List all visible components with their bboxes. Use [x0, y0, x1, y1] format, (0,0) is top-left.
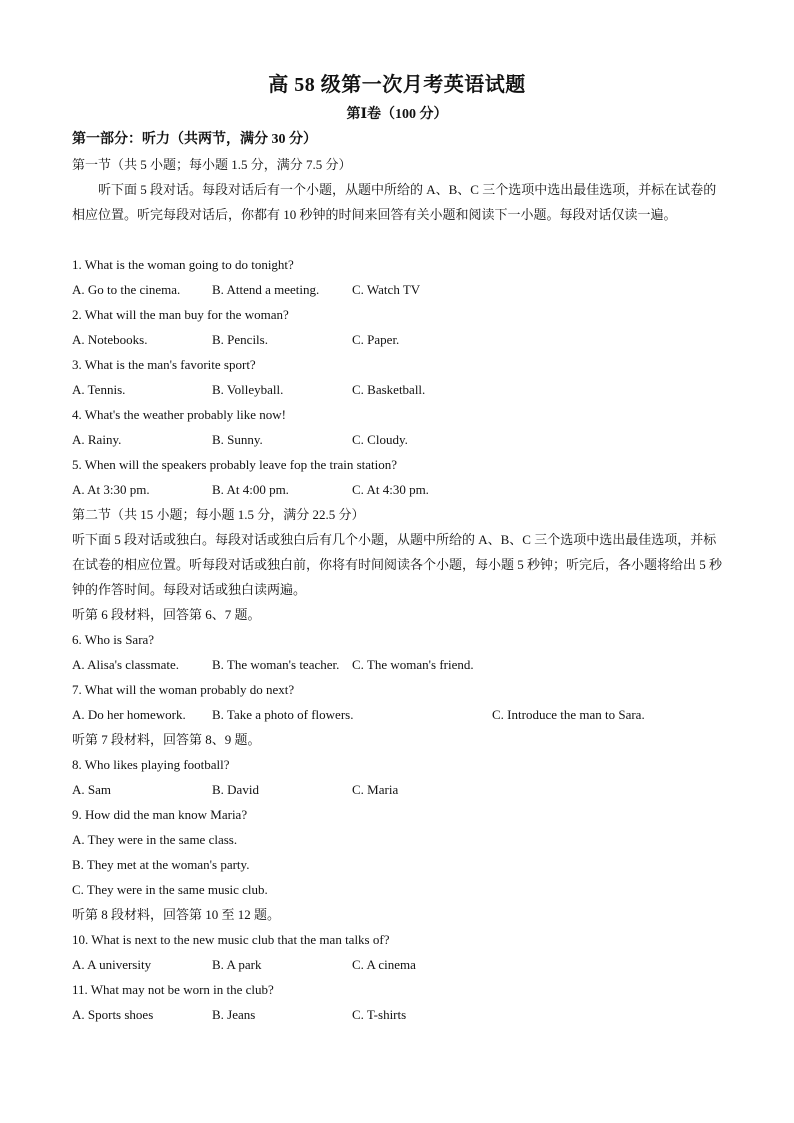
option-10b: B. A park: [212, 957, 262, 972]
option-5b: B. At 4:00 pm.: [212, 482, 289, 497]
option-9a: A. They were in the same class.: [72, 832, 238, 847]
section2-heading: 第二节（共 15 小题；每小题 1.5 分，满分 22.5 分）: [72, 507, 365, 522]
option-11c: C. T-shirts: [352, 1007, 407, 1022]
option-8c: C. Maria: [352, 782, 399, 797]
option-6b: B. The woman's teacher.: [212, 657, 340, 672]
option-7a: A. Do her homework.: [72, 707, 186, 722]
option-7c: C. Introduce the man to Sara.: [492, 707, 645, 722]
option-2a: A. Notebooks.: [72, 332, 148, 347]
material-6-note: 听第 6 段材料，回答第 6、7 题。: [72, 607, 261, 622]
question-11: 11. What may not be worn in the club?: [72, 982, 274, 997]
section1-instructions: 听下面 5 段对话。每段对话后有一个小题，从题中所给的 A、B、C 三个选项中选出最佳选项，并标在试卷的相应位置。听完每段对话后，你都有 10 秒钟的时间来回答有关小题和阅读下一小题。每段对话仅读一遍。: [72, 182, 717, 222]
option-9c: C. They were in the same music club.: [72, 882, 268, 897]
question-5: 5. When will the speakers probably leave fop the train station?: [72, 457, 398, 472]
option-10c: C. A cinema: [352, 957, 416, 972]
question-1: 1. What is the woman going to do tonight?: [72, 257, 294, 272]
question-4: 4. What's the weather probably like now!: [72, 407, 287, 422]
option-5c: C. At 4:30 pm.: [352, 482, 429, 497]
option-1c: C. Watch TV: [352, 282, 421, 297]
option-1b: B. Attend a meeting.: [212, 282, 320, 297]
option-8b: B. David: [212, 782, 259, 797]
option-2b: B. Pencils.: [212, 332, 268, 347]
question-10: 10. What is next to the new music club that the man talks of?: [72, 932, 390, 947]
question-2: 2. What will the man buy for the woman?: [72, 307, 289, 322]
option-5a: A. At 3:30 pm.: [72, 482, 150, 497]
option-9b: B. They met at the woman's party.: [72, 857, 250, 872]
option-4b: B. Sunny.: [212, 432, 263, 447]
question-6: 6. Who is Sara?: [72, 632, 155, 647]
question-8: 8. Who likes playing football?: [72, 757, 230, 772]
option-11a: A. Sports shoes: [72, 1007, 154, 1022]
option-4a: A. Rainy.: [72, 432, 122, 447]
option-3b: B. Volleyball.: [212, 382, 284, 397]
question-7: 7. What will the woman probably do next?: [72, 682, 295, 697]
option-11b: B. Jeans: [212, 1007, 256, 1022]
section2-instructions: 听下面 5 段对话或独白。每段对话或独白后有几个小题，从题中所给的 A、B、C 三个选项中选出最佳选项，并标在试卷的相应位置。听每段对话或独白前，你将有时间阅读各个小题，每小题 5 秒钟；听完后，各小题将给出 5 秒钟的作答时间。每段对话或独白读两遍。: [72, 532, 723, 597]
paper-subtitle: 第Ⅰ卷（100 分）: [346, 107, 448, 122]
question-3: 3. What is the man's favorite sport?: [72, 357, 256, 372]
material-7-note: 听第 7 段材料，回答第 8、9 题。: [72, 732, 261, 747]
question-9: 9. How did the man know Maria?: [72, 807, 248, 822]
part1-heading: 第一部分：听力（共两节，满分 30 分）: [72, 132, 317, 147]
option-2c: C. Paper.: [352, 332, 400, 347]
option-1a: A. Go to the cinema.: [72, 282, 181, 297]
option-10a: A. A university: [72, 957, 152, 972]
section1-heading: 第一节（共 5 小题；每小题 1.5 分，满分 7.5 分）: [72, 157, 352, 172]
option-7b: B. Take a photo of flowers.: [212, 707, 354, 722]
option-8a: A. Sam: [72, 782, 111, 797]
option-6a: A. Alisa's classmate.: [72, 657, 180, 672]
option-4c: C. Cloudy.: [352, 432, 408, 447]
option-3c: C. Basketball.: [352, 382, 426, 397]
exam-title: 高 58 级第一次月考英语试题: [268, 74, 526, 96]
material-8-note: 听第 8 段材料，回答第 10 至 12 题。: [72, 907, 281, 922]
option-6c: C. The woman's friend.: [352, 657, 474, 672]
option-3a: A. Tennis.: [72, 382, 126, 397]
